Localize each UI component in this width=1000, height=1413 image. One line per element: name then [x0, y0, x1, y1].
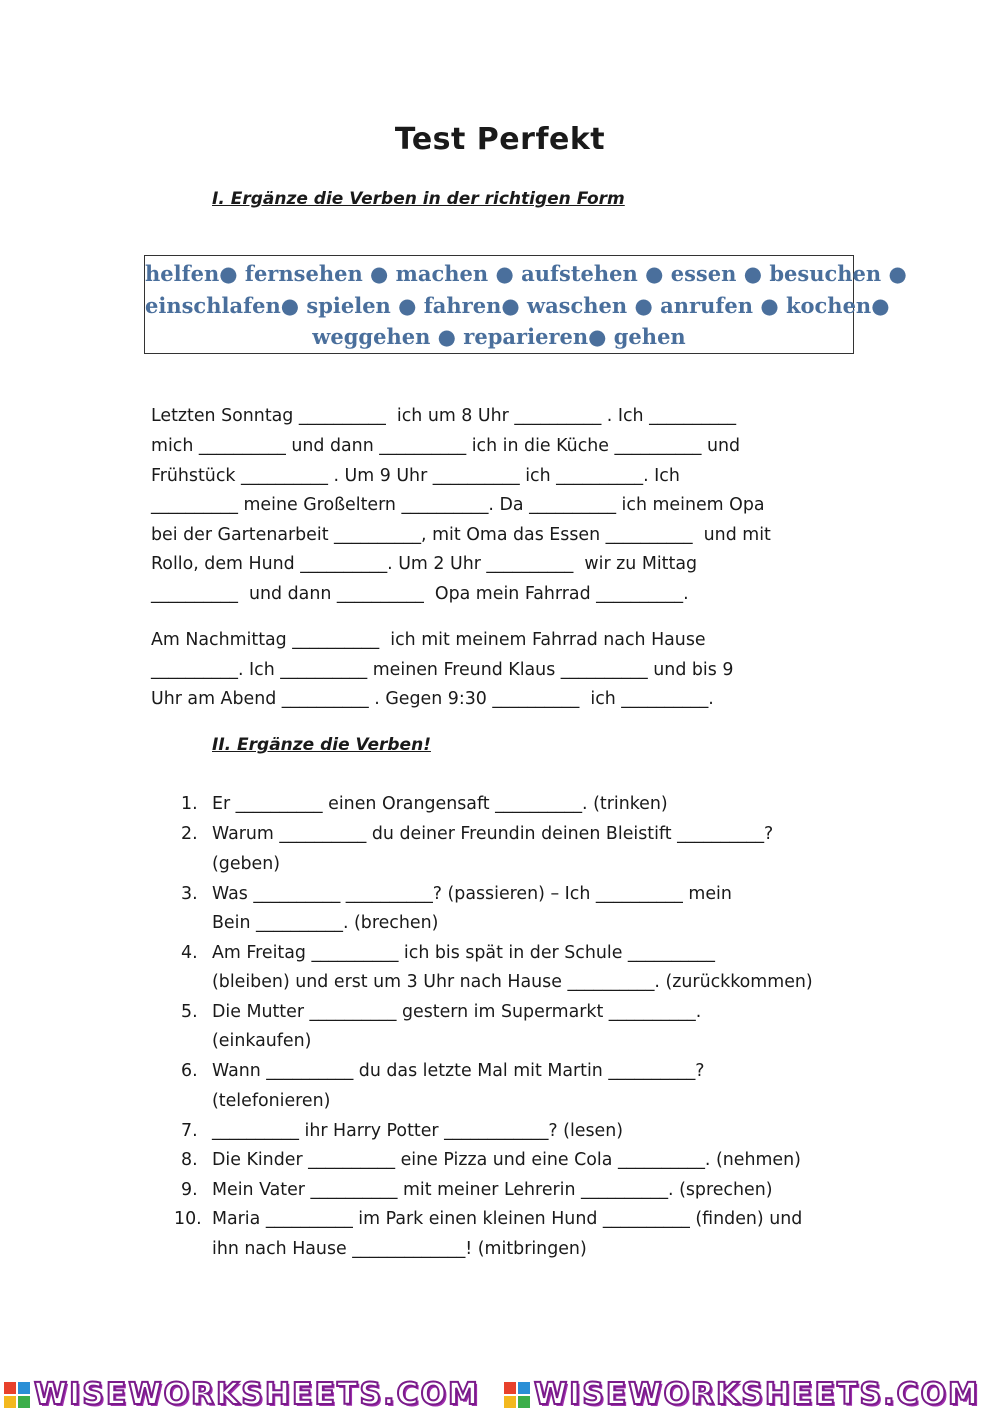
exercise-number: 8. [181, 1150, 198, 1170]
paragraph-line: Frühstück __________ . Um 9 Uhr __________ ich __________. Ich [151, 466, 680, 486]
paragraph-line: bei der Gartenarbeit __________, mit Oma das Essen __________ und mit [151, 525, 771, 545]
section-2-heading: II. Ergänze die Verben! [212, 735, 431, 755]
exercise-text-continued: Bein __________. (brechen) [212, 913, 439, 933]
watermark-footer [0, 1376, 1000, 1413]
watermark [4, 1376, 480, 1412]
watermark-text: WISEWORKSHEETS.COM [34, 1377, 480, 1412]
exercise-text: Mein Vater __________ mit meiner Lehrerin __________. (sprechen) [212, 1180, 773, 1200]
exercise-number: 10. [174, 1209, 202, 1229]
exercise-number: 2. [181, 824, 198, 844]
paragraph-line: __________ meine Großeltern __________. Da __________ ich meinem Opa [151, 495, 765, 515]
watermark-logo-icon [504, 1382, 530, 1408]
exercise-text: Was __________ __________? (passieren) – Ich __________ mein [212, 884, 732, 904]
exercise-number: 1. [181, 794, 198, 814]
paragraph-line: __________. Ich __________ meinen Freund Klaus __________ und bis 9 [151, 660, 734, 680]
exercise-number: 4. [181, 943, 198, 963]
exercise-text: Die Mutter __________ gestern im Supermarkt __________. [212, 1002, 702, 1022]
paragraph-line: Am Nachmittag __________ ich mit meinem Fahrrad nach Hause [151, 630, 706, 650]
paragraph-line: Rollo, dem Hund __________. Um 2 Uhr __________ wir zu Mittag [151, 554, 698, 574]
exercise-text: Wann __________ du das letzte Mal mit Martin __________? [212, 1061, 705, 1081]
section-1-heading: I. Ergänze die Verben in der richtigen Form [212, 189, 625, 209]
exercise-text-continued: ihn nach Hause _____________! (mitbringen) [212, 1239, 587, 1259]
exercise-number: 6. [181, 1061, 198, 1081]
exercise-number: 3. [181, 884, 198, 904]
watermark [504, 1376, 980, 1412]
watermark-text: WISEWORKSHEETS.COM [534, 1377, 980, 1412]
paragraph-line: Uhr am Abend __________ . Gegen 9:30 __________ ich __________. [151, 689, 714, 709]
watermark-logo-icon [4, 1382, 30, 1408]
exercise-text: Am Freitag __________ ich bis spät in der Schule __________ [212, 943, 715, 963]
page-title: Test Perfekt [394, 122, 606, 157]
exercise-text-continued: (einkaufen) [212, 1031, 312, 1051]
exercise-text: Warum __________ du deiner Freundin deinen Bleistift __________? [212, 824, 774, 844]
exercise-text: Maria __________ im Park einen kleinen Hund __________ (finden) und [212, 1209, 803, 1229]
word-bank-line: helfen● fernsehen ● machen ● aufstehen ● essen ● besuchen ● [145, 261, 907, 286]
word-bank-line: einschlafen● spielen ● fahren● waschen ● anrufen ● kochen● [145, 292, 890, 318]
exercise-text: Die Kinder __________ eine Pizza und eine Cola __________. (nehmen) [212, 1150, 801, 1170]
exercise-number: 9. [181, 1180, 198, 1200]
word-bank-line: weggehen ● reparieren● gehen [312, 324, 686, 349]
exercise-text: __________ ihr Harry Potter ____________? (lesen) [212, 1121, 624, 1141]
exercise-text: Er __________ einen Orangensaft __________. (trinken) [212, 794, 668, 814]
exercise-number: 5. [181, 1002, 198, 1022]
paragraph-line: __________ und dann __________ Opa mein Fahrrad __________. [151, 584, 689, 604]
exercise-text-continued: (telefonieren) [212, 1091, 331, 1111]
exercise-text-continued: (bleiben) und erst um 3 Uhr nach Hause __________. (zurückkommen) [212, 972, 813, 992]
paragraph-line: mich __________ und dann __________ ich in die Küche __________ und [151, 436, 741, 456]
exercise-text-continued: (geben) [212, 854, 281, 874]
word-bank-box [144, 255, 907, 354]
paragraph-line: Letzten Sonntag __________ ich um 8 Uhr __________ . Ich __________ [151, 406, 737, 426]
exercise-number: 7. [181, 1121, 198, 1141]
